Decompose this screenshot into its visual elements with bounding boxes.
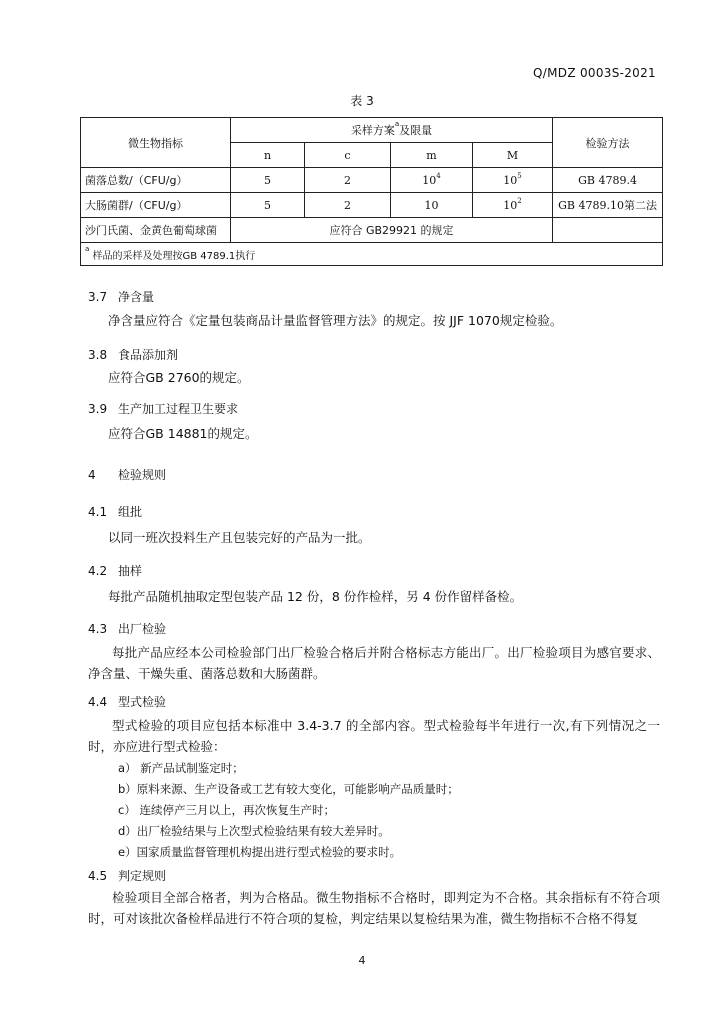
list-item: a） 新产品试制鉴定时； <box>118 761 244 775</box>
section-4-3-text: 每批产品应经本公司检验部门出厂检验合格后并附合格标志方能出厂。出厂检验项目为感官要求、净含量、干燥失重、菌落总数和大肠菌群。 <box>88 645 660 681</box>
table-row: 菌落总数/（CFU/g） 5 2 $10^4$ $10^5$ GB 4789.4 <box>81 168 663 193</box>
section-4-heading: 4 检验规则 <box>88 468 167 482</box>
list-item: e）国家质量监督管理机构提出进行型式检验的要求时。 <box>118 845 402 859</box>
header-indicator: 微生物指标 <box>81 118 231 168</box>
header-c: c <box>305 143 391 168</box>
list-item: d）出厂检验结果与上次型式检验结果有较大差异时。 <box>118 824 390 838</box>
table-row: 大肠菌群/（CFU/g） 5 2 10 $10^2$ GB 4789.10第二法 <box>81 193 663 218</box>
section-4-5-heading: 4.5 判定规则 <box>88 869 167 883</box>
header-m: m <box>391 143 473 168</box>
section-3-9-heading: 3.9 生产加工过程卫生要求 <box>88 402 239 416</box>
table-row: 沙门氏菌、金黄色葡萄球菌 应符合 GB29921 的规定 <box>81 218 663 243</box>
section-3-8-text: 应符合GB 2760的规定。 <box>108 370 250 385</box>
section-4-2-heading: 4.2 抽样 <box>88 564 143 578</box>
table-note-row: $^a$ 样品的采样及处理按GB 4789.1执行 <box>81 243 663 266</box>
section-3-7-heading: 3.7 净含量 <box>88 290 155 304</box>
list-item: b）原料来源、生产设备或工艺有较大变化，可能影响产品质量时； <box>118 782 459 796</box>
section-3-7-text: 净含量应符合《定量包装商品计量监督管理方法》的规定。按 JJF 1070规定检验。 <box>108 313 563 328</box>
standard-code: Q/MDZ 0003S-2021 <box>533 66 656 80</box>
header-sampling: 采样方案$^a$及限量 <box>231 118 553 143</box>
microbial-table <box>80 117 663 266</box>
table-title: 表 3 <box>350 94 374 108</box>
section-4-2-text: 每批产品随机抽取定型包装产品 12 份，8 份作检样，另 4 份作留样备检。 <box>108 589 523 604</box>
section-3-9-text: 应符合GB 14881的规定。 <box>108 426 258 441</box>
section-3-8-heading: 3.8 食品添加剂 <box>88 348 179 362</box>
section-4-5-text: 检验项目全部合格者，判为合格品。微生物指标不合格时，即判定为不合格。其余指标有不符合项时，可对该批次备检样品进行不符合项的复检，判定结果以复检结果为准，微生物指标不合格不得复 <box>88 890 660 926</box>
section-4-4-heading: 4.4 型式检验 <box>88 695 167 709</box>
section-4-3-heading: 4.3 出厂检验 <box>88 622 167 636</box>
section-4-1-text: 以同一班次投料生产且包装完好的产品为一批。 <box>108 530 371 545</box>
header-M: M <box>473 143 553 168</box>
page-number: 4 <box>358 954 366 967</box>
header-n: n <box>231 143 305 168</box>
header-method: 检验方法 <box>553 118 663 168</box>
list-item: c） 连续停产三月以上，再次恢复生产时； <box>118 803 335 817</box>
section-4-1-heading: 4.1 组批 <box>88 505 143 519</box>
section-4-4-text: 型式检验的项目应包括本标准中 3.4-3.7 的全部内容。型式检验每半年进行一次,有下列情况之一时，亦应进行型式检验： <box>88 718 660 754</box>
